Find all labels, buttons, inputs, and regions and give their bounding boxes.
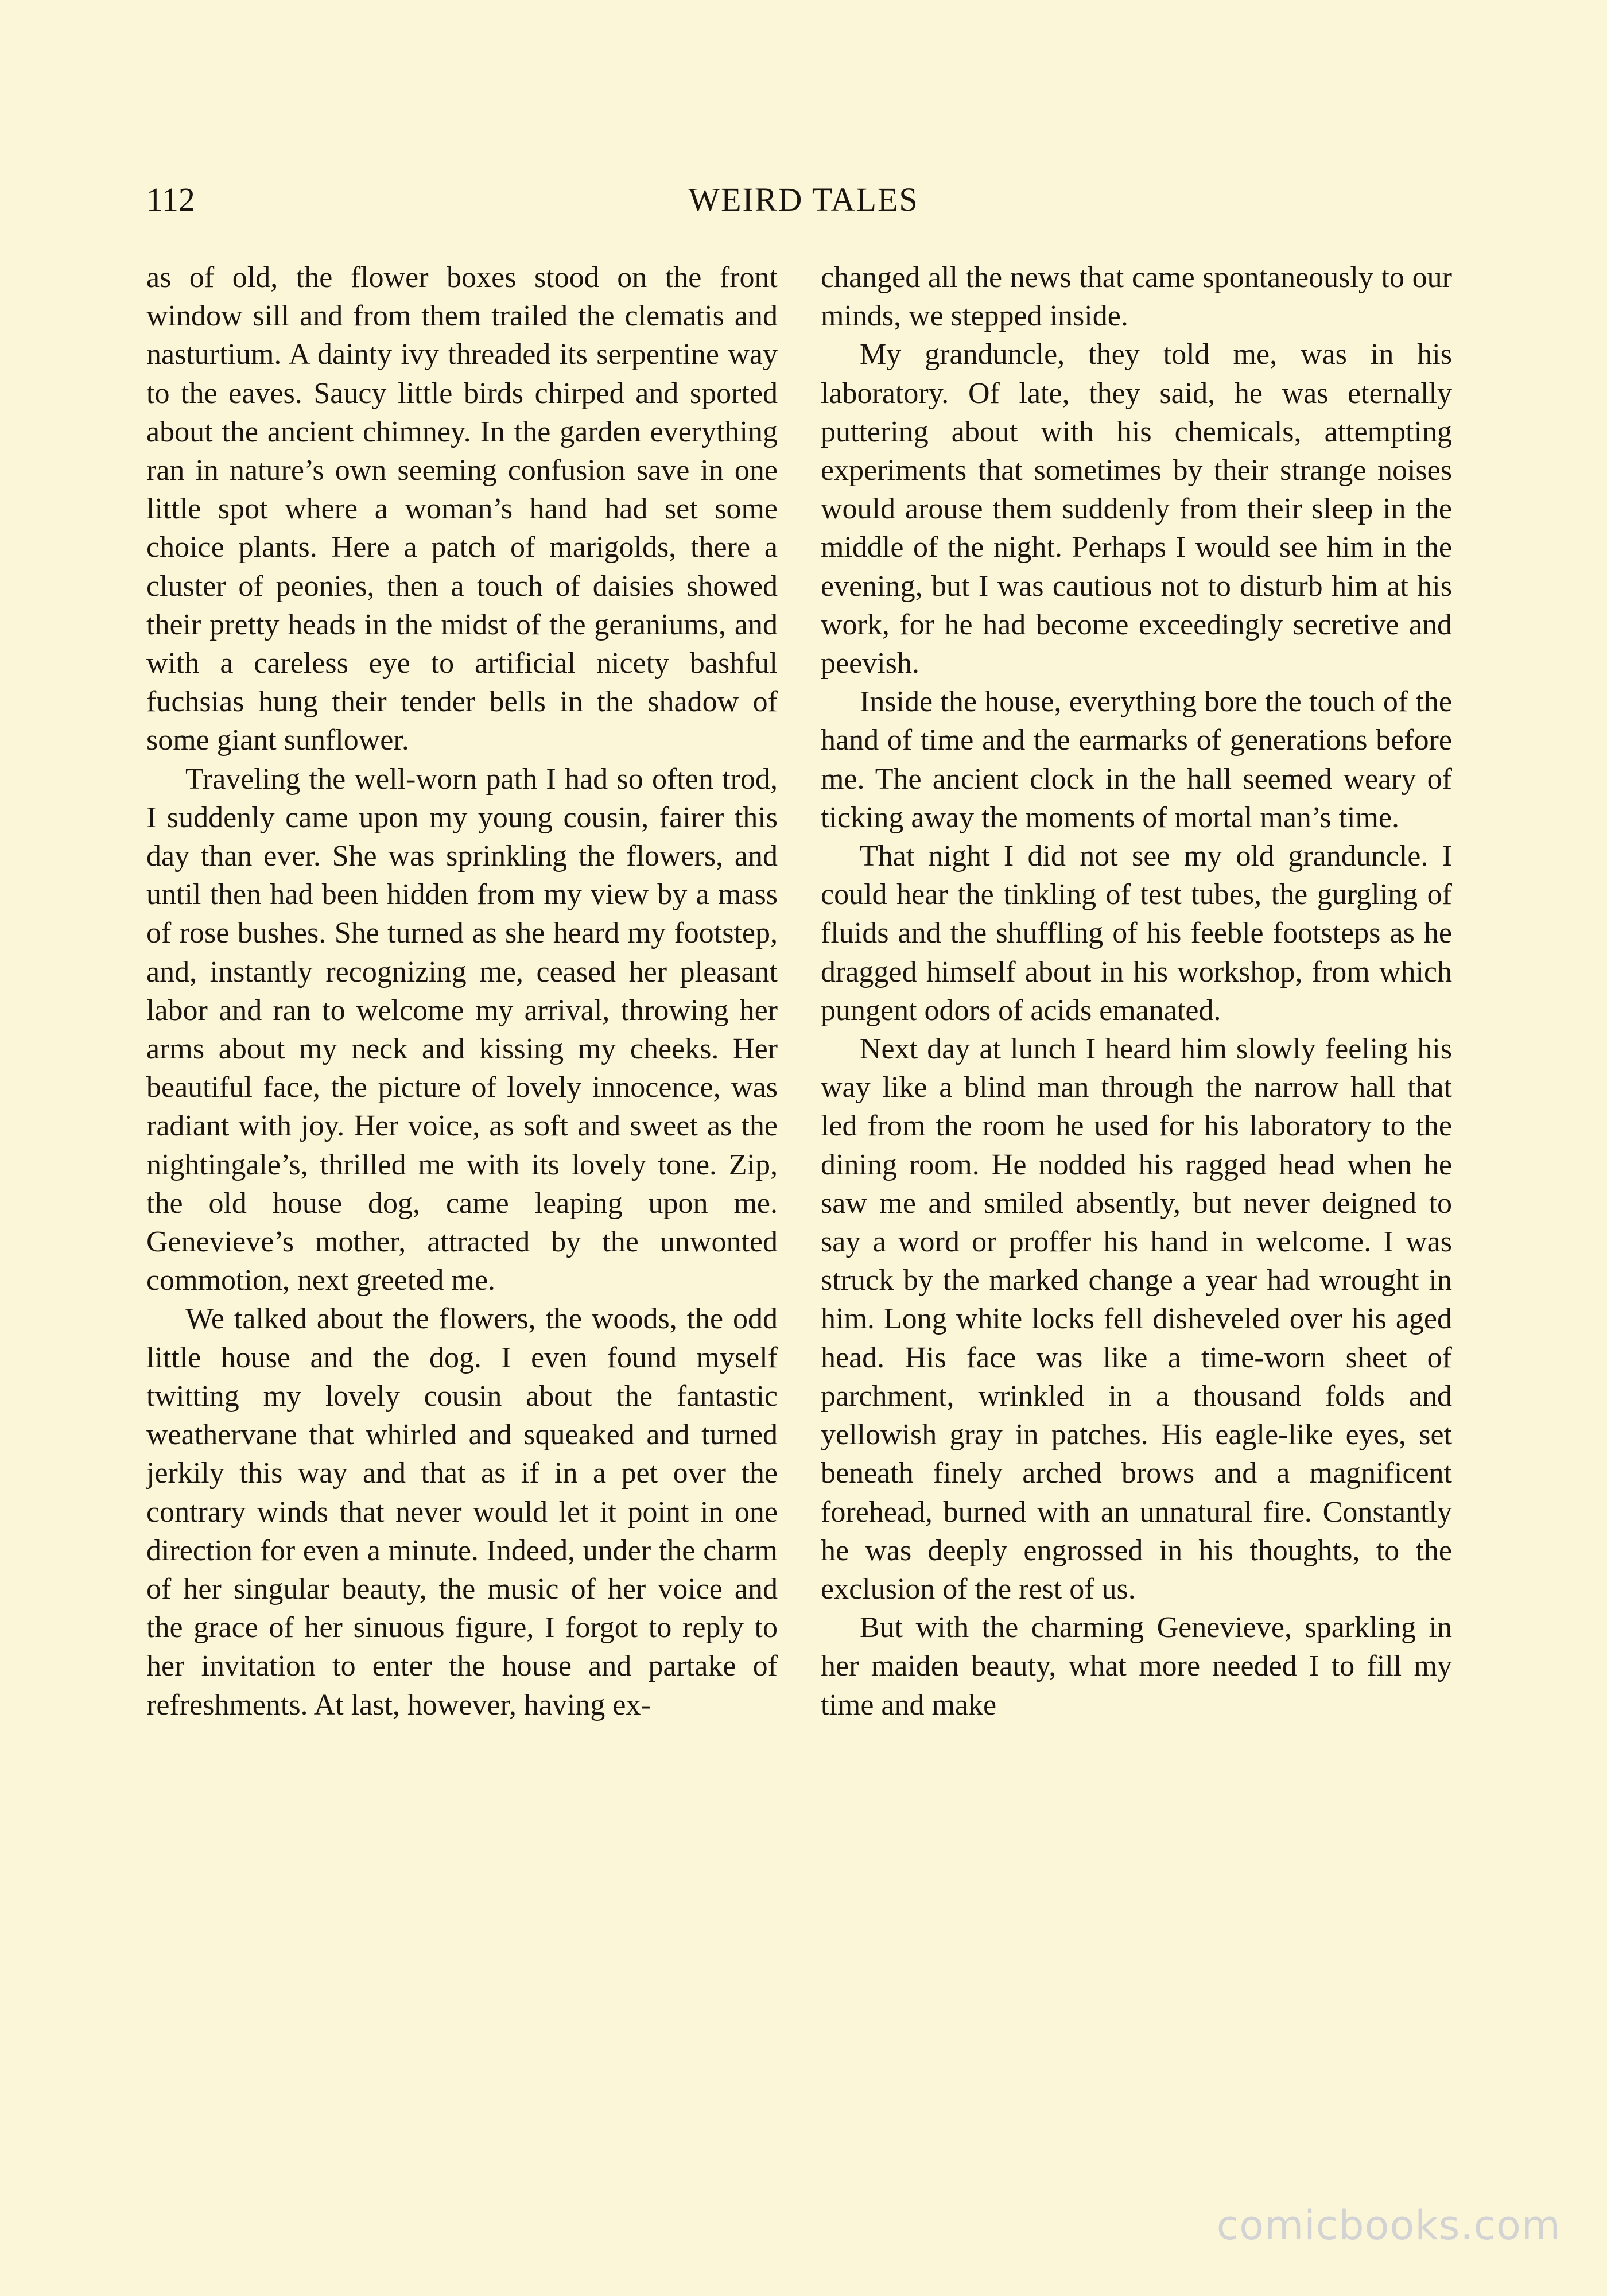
paragraph: Next day at lunch I heard him slowly feeling his way like a blind man through the narrow hall that led from the room he used for his laboratory to the dining room. He nodded his ragged head when he saw me and smiled absently, but never deigned to say a word or proffer his hand in welcome. I was struck by the marked change a year had wrought in him. Long white locks fell disheveled over his aged head. His face was like a time-worn sheet of parchment, wrinkled in a thousand folds and yellowish gray in patches. His eagle-like eyes, set beneath finely arched brows and a magnificent forehead, burned with an unnatural fire. Constantly he was deeply engrossed in his thoughts, to the exclusion of the rest of us.: [821, 1033, 1452, 1605]
page-number: 112: [146, 181, 195, 218]
running-title: WEIRD TALES: [688, 181, 919, 218]
paragraph: My granduncle, they told me, was in his laboratory. Of late, they said, he was eternally puttering about with his chemicals, attempting experiments that sometimes by their strange noises would arouse them suddenly from their sleep in the middle of the night. Perhaps I would see him in the evening, but I was cautious not to disturb him at his work, for he had become exceedingly secretive and peevish.: [821, 338, 1452, 680]
paragraph: We talked about the flowers, the woods, the odd little house and the dog. I even found myself twitting my lovely cousin about the fantastic weathervane that whirled and squeaked and turned jerkily this way and that as if in a pet over the contrary winds that never would let it point in one direction for even a minute. Indeed, under the charm of her singular beauty, the music of her voice and the grace of her sinuous figure, I forgot to reply to her invitation to enter the house and partake of refreshments. At last, however, having ex-: [146, 1302, 778, 1721]
paragraph: Inside the house, everything bore the touch of the hand of time and the earmarks of generations before me. The ancient clock in the hall seemed weary of ticking away the moments of mortal man’s time.: [821, 685, 1452, 834]
paragraph: That night I did not see my old granduncle. I could hear the tinkling of test tubes, the gurgling of fluids and the shuffling of his feeble footsteps as he dragged himself about in his workshop, from which pungent odors of acids emanated.: [821, 840, 1452, 1027]
paragraph: But with the charming Genevieve, sparkling in her maiden beauty, what more needed I to fill my time and make: [821, 1611, 1452, 1721]
left-column: [146, 258, 778, 2130]
paragraph: as of old, the flower boxes stood on the front window sill and from them trailed the clematis and nasturtium. A dainty ivy threaded its serpentine way to the eaves. Saucy little birds chirped and sported about the ancient chimney. In the garden everything ran in nature’s own seeming confusion save in one little spot where a woman’s hand had set some choice plants. Here a patch of marigolds, there a cluster of peonies, then a touch of daisies showed their pretty heads in the midst of the geraniums, and with a careless eye to artificial nicety bashful fuchsias hung their tender bells in the shadow of some giant sunflower.: [146, 261, 778, 757]
paragraph: Traveling the well-worn path I had so often trod, I suddenly came upon my young cousin, fairer this day than ever. She was sprinkling the flowers, and until then had been hidden from my view by a mass of rose bushes. She turned as she heard my footstep, and, instantly recognizing me, ceased her pleasant labor and ran to welcome my arrival, throwing her arms about my neck and kissing my cheeks. Her beautiful face, the picture of lovely innocence, was radiant with joy. Her voice, as soft and sweet as the nightingale’s, thrilled me with its lovely tone. Zip, the old house dog, came leaping upon me. Genevieve’s mother, attracted by the unwonted commotion, next greeted me.: [146, 762, 778, 1297]
watermark: comicbooks.com: [1216, 2202, 1561, 2249]
page-header: [146, 178, 1461, 221]
right-column: [821, 258, 1452, 2130]
paragraph: changed all the news that came spontaneously to our minds, we stepped inside.: [821, 261, 1452, 333]
